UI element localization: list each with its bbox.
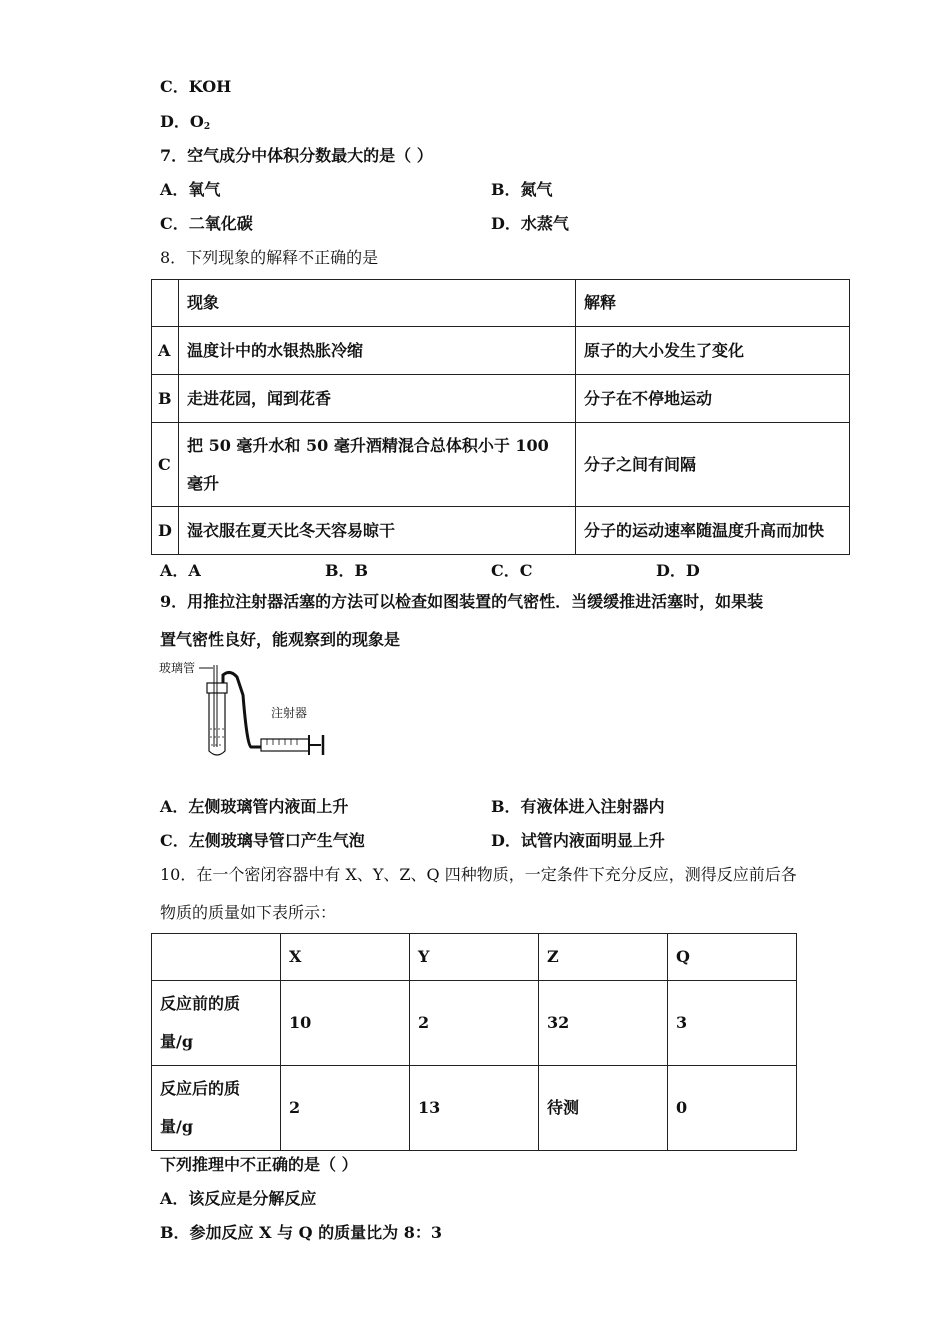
q8-row-explanation: 分子的运动速率随温度升高而加快 (576, 507, 850, 555)
q8-row-phenomenon: 走进花园，闻到花香 (179, 375, 576, 423)
q8-row-letter: C (152, 423, 179, 507)
q9-option-d: D．试管内液面明显上升 (491, 831, 665, 850)
q10-cell: 2 (410, 981, 539, 1066)
q9-stem-line1: 9．用推拉注射器活塞的方法可以检查如图装置的气密性．当缓缓推进活塞时，如果装 (160, 592, 764, 611)
q10-option-b: B．参加反应 X 与 Q 的质量比为 8：3 (160, 1223, 442, 1242)
q10-stem-line2: 物质的质量如下表所示： (160, 903, 337, 922)
q8-row-phenomenon: 温度计中的水银热胀冷缩 (179, 327, 576, 375)
q10-header-y: Y (410, 934, 539, 981)
q8-row-letter: A (152, 327, 179, 375)
q7-option-d: D．水蒸气 (491, 214, 569, 233)
q6-option-d-text: D．O (160, 112, 204, 131)
q8-stem: 8．下列现象的解释不正确的是 (160, 248, 379, 267)
q9-option-c: C．左侧玻璃导管口产生气泡 (160, 831, 365, 850)
q10-header-z: Z (539, 934, 668, 981)
q10-cell: 3 (668, 981, 797, 1066)
q10-option-a: A．该反应是分解反应 (160, 1189, 317, 1208)
table-row (152, 1066, 797, 1151)
q6-option-d-subscript: 2 (203, 122, 211, 132)
q9-option-a: A．左侧玻璃管内液面上升 (160, 797, 349, 816)
q8-row-explanation: 原子的大小发生了变化 (576, 327, 850, 375)
q7-stem: 7．空气成分中体积分数最大的是（ ） (160, 146, 433, 165)
q8-row-explanation: 分子在不停地运动 (576, 375, 850, 423)
q8-row-letter: D (152, 507, 179, 555)
q8-header-phenomenon: 现象 (179, 280, 576, 327)
q10-cell: 待测 (539, 1066, 668, 1151)
q10-header-x: X (281, 934, 410, 981)
apparatus-figure (155, 655, 335, 765)
q9-stem-line2: 置气密性良好，能观察到的现象是 (160, 630, 401, 649)
q10-table (151, 933, 797, 1151)
table-row (152, 423, 850, 507)
q8-header-explanation: 解释 (576, 280, 850, 327)
q8-answer-a: A．A (160, 561, 201, 580)
q10-cell: 32 (539, 981, 668, 1066)
rubber-tube (223, 672, 261, 747)
q8-answer-d: D．D (656, 561, 700, 580)
q8-row-phenomenon: 湿衣服在夏天比冬天容易晾干 (179, 507, 576, 555)
q8-row-letter: B (152, 375, 179, 423)
table-row (152, 507, 850, 555)
q10-header-q: Q (668, 934, 797, 981)
q6-option-d (160, 112, 210, 137)
q10-cell: 10 (281, 981, 410, 1066)
q8-row-phenomenon: 把 50 毫升水和 50 毫升酒精混合总体积小于 100 毫升 (179, 423, 576, 507)
table-row (152, 934, 797, 981)
q8-answer-b: B．B (325, 561, 369, 580)
table-row (152, 327, 850, 375)
table-row (152, 981, 797, 1066)
figure-label-syringe: 注射器 (271, 706, 308, 720)
q8-row-explanation: 分子之间有间隔 (576, 423, 850, 507)
q10-cell: 2 (281, 1066, 410, 1151)
q6-option-c: C．KOH (160, 77, 232, 96)
q8-header-blank (152, 280, 179, 327)
q10-stem-line1: 10．在一个密闭容器中有 X、Y、Z、Q 四种物质，一定条件下充分反应，测得反应前后各 (160, 865, 797, 884)
q8-table (151, 279, 850, 555)
q10-cell: 13 (410, 1066, 539, 1151)
q9-option-b: B．有液体进入注射器内 (491, 797, 665, 816)
q10-row-label: 反应前的质 量/g (152, 981, 281, 1066)
q7-option-b: B．氮气 (491, 180, 553, 199)
q7-option-a: A．氧气 (160, 180, 221, 199)
q7-option-c: C．二氧化碳 (160, 214, 253, 233)
q10-row-label: 反应后的质 量/g (152, 1066, 281, 1151)
q8-answer-c: C．C (491, 561, 533, 580)
q10-cell: 0 (668, 1066, 797, 1151)
table-row (152, 280, 850, 327)
figure-label-tube: 玻璃管 (159, 661, 196, 675)
q10-header-blank (152, 934, 281, 981)
table-row (152, 375, 850, 423)
q10-question: 下列推理中不正确的是（ ） (160, 1155, 358, 1174)
